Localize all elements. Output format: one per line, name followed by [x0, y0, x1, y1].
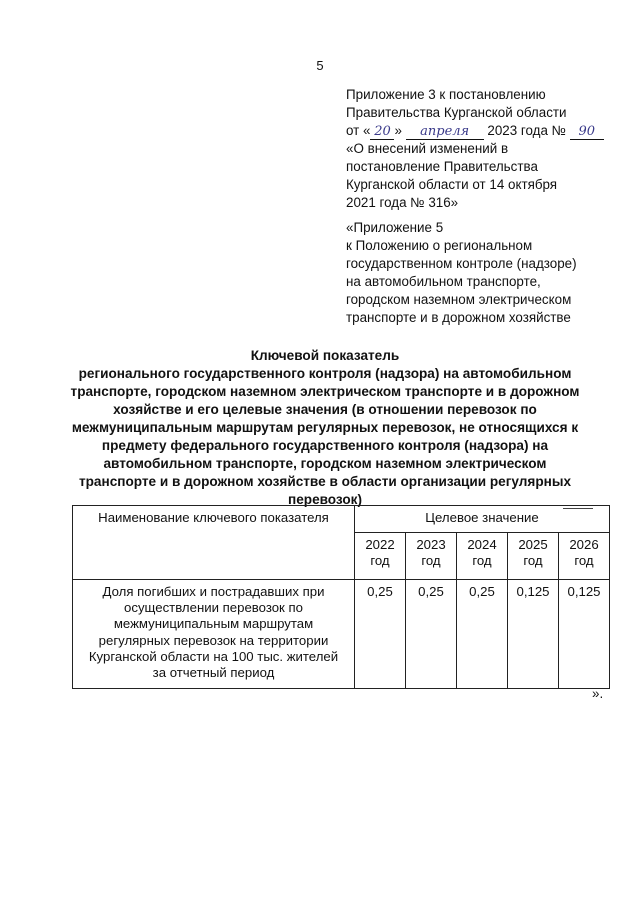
heading-line-5: межмуниципальным маршрутам регулярных перевозок, не относящихся к — [71, 420, 579, 435]
heading-line-4: хозяйстве и его целевые значения (в отношении перевозок по — [113, 402, 537, 417]
appendix-line-2: Правительства Курганской области — [346, 105, 567, 120]
appendix5-line-6: транспорте и в дорожном хозяйстве — [346, 310, 571, 325]
appendix5-line-5: городском наземном электрическом — [346, 292, 572, 307]
table-header-row — [73, 506, 610, 533]
heading-line-6: предмету федерального государственного контроля (надзора) на — [101, 438, 549, 453]
appendix-5-header — [346, 219, 626, 327]
value-2026: 0,125 — [559, 580, 610, 689]
closing-mark: ». — [592, 686, 604, 701]
heading-line-1: Ключевой показатель — [250, 348, 400, 363]
heading-line-3: транспорте, городском наземном электрическом транспорте и в дорожном — [70, 384, 580, 399]
appendix-line-4: «О внесений изменений в — [346, 141, 509, 156]
handwritten-day: 20 — [370, 125, 394, 140]
year-header-2024: 2024 год — [457, 533, 508, 580]
handwritten-doc-number: 90 — [570, 125, 604, 140]
date-mid: » — [394, 123, 402, 138]
heading-line-7: автомобильном транспорте, городском наземном электрическом — [103, 456, 547, 471]
value-2025: 0,125 — [508, 580, 559, 689]
appendix-header — [346, 86, 626, 212]
handwritten-month: апреля — [406, 125, 484, 140]
year-header-2022: 2022 год — [355, 533, 406, 580]
heading-line-9: перевозок) — [288, 492, 362, 507]
appendix-line-6: Курганской области от 14 октября — [346, 177, 558, 192]
appendix-line-7: 2021 года № 316» — [346, 195, 459, 210]
document-heading — [60, 347, 590, 509]
header-indicator-name: Наименование ключевого показателя — [73, 506, 355, 580]
indicator-name-cell: Доля погибших и пострадавших при осуществлении перевозок по межмуниципальным маршрутам регулярных перевозок на территории Курганской области на 100 тыс. жителей за отчетный период — [73, 580, 355, 689]
year-header-2026: 2026 год — [559, 533, 610, 580]
table-row — [73, 580, 610, 689]
page-number: 5 — [316, 58, 324, 73]
appendix5-line-2: к Положению о региональном — [346, 238, 533, 253]
appendix-date-line — [346, 122, 626, 140]
appendix-line-5: постановление Правительства — [346, 159, 538, 174]
value-2022: 0,25 — [355, 580, 406, 689]
date-prefix: от « — [346, 123, 371, 138]
heading-line-2: регионального государственного контроля (надзора) на автомобильном — [78, 366, 572, 381]
kpi-table — [72, 505, 610, 689]
appendix5-line-4: на автомобильном транспорте, — [346, 274, 541, 289]
header-target-value: Целевое значение — [355, 506, 610, 533]
date-year: 2023 года № — [487, 123, 566, 138]
year-header-2025: 2025 год — [508, 533, 559, 580]
value-2024: 0,25 — [457, 580, 508, 689]
appendix5-line-1: «Приложение 5 — [346, 220, 444, 235]
heading-line-8: транспорте и в дорожном хозяйстве в области организации регулярных — [78, 474, 572, 489]
year-header-2023: 2023 год — [406, 533, 457, 580]
appendix5-line-3: государственном контроле (надзоре) — [346, 256, 577, 271]
appendix-line-1: Приложение 3 к постановлению — [346, 87, 546, 102]
value-2023: 0,25 — [406, 580, 457, 689]
